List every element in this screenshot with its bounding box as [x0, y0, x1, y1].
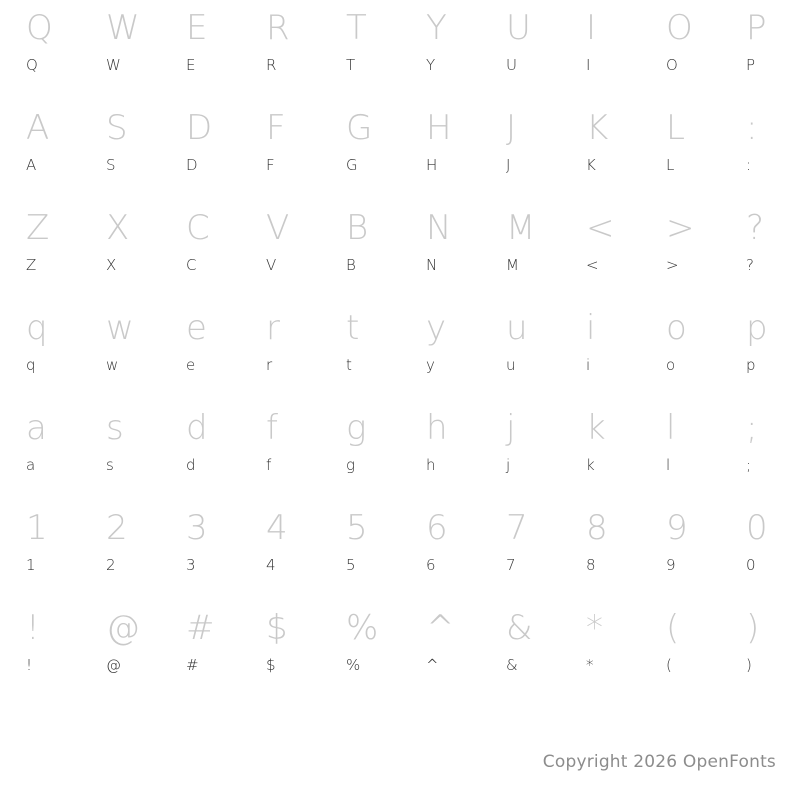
glyph-cell[interactable] — [400, 4, 480, 104]
glyph-cell[interactable] — [160, 204, 240, 304]
glyph-small: k — [586, 456, 595, 474]
glyph-cell[interactable] — [240, 304, 320, 404]
glyph-large: R — [266, 8, 290, 48]
glyph-large: N — [426, 208, 452, 248]
glyph-large: U — [506, 8, 531, 48]
glyph-large: T — [346, 8, 367, 48]
glyph-cell[interactable] — [160, 504, 240, 604]
glyph-small: W — [106, 56, 121, 74]
glyph-cell[interactable] — [720, 204, 800, 304]
glyph-cell[interactable] — [240, 204, 320, 304]
glyph-cell[interactable] — [480, 204, 560, 304]
glyph-row — [0, 104, 800, 204]
glyph-small: @ — [106, 656, 121, 674]
glyph-small: l — [666, 456, 671, 474]
glyph-row — [0, 604, 800, 704]
glyph-cell[interactable] — [480, 104, 560, 204]
glyph-large: j — [506, 408, 516, 448]
glyph-large: 9 — [666, 508, 688, 548]
glyph-cell[interactable] — [640, 4, 720, 104]
glyph-small: o — [666, 356, 676, 374]
glyph-small: T — [346, 56, 356, 74]
glyph-small: 5 — [346, 556, 356, 574]
glyph-small: ( — [666, 656, 672, 674]
glyph-large: k — [586, 408, 606, 448]
glyph-small: 4 — [266, 556, 276, 574]
glyph-small: H — [426, 156, 438, 174]
glyph-large: # — [186, 608, 215, 648]
glyph-large: 7 — [506, 508, 528, 548]
glyph-cell[interactable] — [80, 204, 160, 304]
glyph-large: 1 — [26, 508, 48, 548]
glyph-small: g — [346, 456, 356, 474]
glyph-large: @ — [106, 608, 140, 648]
glyph-cell[interactable] — [0, 204, 80, 304]
glyph-large: C — [186, 208, 210, 248]
glyph-small: U — [506, 56, 517, 74]
glyph-small: E — [186, 56, 196, 74]
glyph-large: o — [666, 308, 687, 348]
glyph-cell[interactable] — [0, 404, 80, 504]
glyph-large: l — [666, 408, 676, 448]
glyph-small: S — [106, 156, 116, 174]
glyph-large: V — [266, 208, 290, 248]
glyph-cell[interactable] — [400, 104, 480, 204]
glyph-small: K — [586, 156, 596, 174]
glyph-large: O — [666, 8, 693, 48]
glyph-small: ; — [746, 456, 752, 474]
glyph-large: f — [266, 408, 278, 448]
glyph-cell[interactable] — [720, 504, 800, 604]
glyph-cell[interactable] — [480, 4, 560, 104]
glyph-cell[interactable] — [240, 4, 320, 104]
glyph-small: D — [186, 156, 198, 174]
glyph-small: 1 — [26, 556, 36, 574]
glyph-cell[interactable] — [560, 504, 640, 604]
glyph-large: s — [106, 408, 124, 448]
glyph-large: r — [266, 308, 280, 348]
glyph-small: B — [346, 256, 356, 274]
glyph-cell[interactable] — [560, 104, 640, 204]
glyph-small: e — [186, 356, 196, 374]
glyph-cell[interactable] — [0, 304, 80, 404]
glyph-small: < — [586, 256, 599, 274]
glyph-large: w — [106, 308, 134, 348]
glyph-large: < — [586, 208, 615, 248]
glyph-cell[interactable] — [400, 504, 480, 604]
glyph-cell[interactable] — [240, 104, 320, 204]
glyph-cell[interactable] — [400, 204, 480, 304]
glyph-large: P — [746, 8, 767, 48]
glyph-small: G — [346, 156, 358, 174]
glyph-small: 3 — [186, 556, 196, 574]
glyph-row — [0, 4, 800, 104]
glyph-large: p — [746, 308, 768, 348]
glyph-cell[interactable] — [560, 4, 640, 104]
glyph-large: e — [186, 308, 207, 348]
glyph-small: L — [666, 156, 675, 174]
glyph-cell[interactable] — [80, 604, 160, 704]
glyph-large: % — [346, 608, 379, 648]
glyph-cell[interactable] — [320, 504, 400, 604]
glyph-large: X — [106, 208, 130, 248]
glyph-large: A — [26, 108, 50, 148]
glyph-small: s — [106, 456, 114, 474]
glyph-cell[interactable] — [720, 4, 800, 104]
glyph-cell[interactable] — [160, 404, 240, 504]
glyph-cell[interactable] — [640, 104, 720, 204]
glyph-large: 6 — [426, 508, 448, 548]
glyph-small: f — [266, 456, 272, 474]
glyph-large: 4 — [266, 508, 288, 548]
glyph-large: > — [666, 208, 695, 248]
glyph-cell[interactable] — [640, 204, 720, 304]
glyph-large: G — [346, 108, 373, 148]
glyph-cell[interactable] — [480, 304, 560, 404]
glyph-cell[interactable] — [80, 104, 160, 204]
glyph-cell[interactable] — [240, 404, 320, 504]
glyph-cell[interactable] — [640, 504, 720, 604]
glyph-small: w — [106, 356, 119, 374]
glyph-small: # — [186, 656, 199, 674]
glyph-cell[interactable] — [160, 304, 240, 404]
glyph-large: * — [586, 608, 603, 648]
glyph-cell[interactable] — [80, 304, 160, 404]
glyph-small: p — [746, 356, 756, 374]
glyph-small: Y — [426, 56, 436, 74]
glyph-small: j — [506, 456, 511, 474]
glyph-small: 9 — [666, 556, 676, 574]
glyph-cell[interactable] — [0, 604, 80, 704]
glyph-small: q — [26, 356, 36, 374]
glyph-large: L — [666, 108, 685, 148]
glyph-cell[interactable] — [0, 4, 80, 104]
glyph-small: t — [346, 356, 352, 374]
glyph-cell[interactable] — [400, 304, 480, 404]
glyph-small: ) — [746, 656, 752, 674]
glyph-large: a — [26, 408, 47, 448]
glyph-large: M — [506, 208, 536, 248]
glyph-small: : — [746, 156, 752, 174]
glyph-large: : — [746, 108, 758, 148]
glyph-large: & — [506, 608, 533, 648]
glyph-small: C — [186, 256, 197, 274]
glyph-cell[interactable] — [240, 504, 320, 604]
glyph-small: ! — [26, 656, 33, 674]
glyph-large: ; — [746, 408, 758, 448]
glyph-large: ^ — [426, 608, 455, 648]
glyph-small: > — [666, 256, 679, 274]
glyph-large: S — [106, 108, 128, 148]
glyph-cell[interactable] — [640, 304, 720, 404]
glyph-large: Q — [26, 8, 53, 48]
glyph-small: $ — [266, 656, 276, 674]
glyph-small: N — [426, 256, 438, 274]
glyph-large: I — [586, 8, 597, 48]
glyph-small: & — [506, 656, 518, 674]
glyph-small: 0 — [746, 556, 756, 574]
glyph-large: y — [426, 308, 447, 348]
glyph-cell[interactable] — [640, 604, 720, 704]
glyph-cell[interactable] — [240, 604, 320, 704]
glyph-cell[interactable] — [720, 304, 800, 404]
glyph-large: B — [346, 208, 369, 248]
glyph-small: 2 — [106, 556, 116, 574]
glyph-row — [0, 504, 800, 604]
glyph-small: u — [506, 356, 516, 374]
glyph-small: d — [186, 456, 196, 474]
glyph-large: ( — [666, 608, 680, 648]
glyph-cell[interactable] — [320, 104, 400, 204]
glyph-cell[interactable] — [720, 604, 800, 704]
glyph-small: Z — [26, 256, 37, 274]
glyph-cell[interactable] — [320, 404, 400, 504]
glyph-cell[interactable] — [480, 604, 560, 704]
glyph-large: 8 — [586, 508, 608, 548]
glyph-small: V — [266, 256, 277, 274]
glyph-small: P — [746, 56, 756, 74]
glyph-cell[interactable] — [80, 504, 160, 604]
glyph-cell[interactable] — [80, 4, 160, 104]
glyph-large: ) — [746, 608, 760, 648]
glyph-large: 0 — [746, 508, 768, 548]
glyph-cell[interactable] — [80, 404, 160, 504]
glyph-large: ! — [26, 608, 40, 648]
glyph-small: 7 — [506, 556, 516, 574]
glyph-cell[interactable] — [160, 4, 240, 104]
glyph-small: ^ — [426, 656, 439, 674]
glyph-small: O — [666, 56, 678, 74]
glyph-cell[interactable] — [640, 404, 720, 504]
glyph-small: F — [266, 156, 275, 174]
glyph-small: Q — [26, 56, 38, 74]
glyph-large: 2 — [106, 508, 128, 548]
glyph-small: J — [506, 156, 511, 174]
glyph-small: X — [106, 256, 117, 274]
glyph-small: h — [426, 456, 436, 474]
glyph-small: a — [26, 456, 36, 474]
glyph-small: A — [26, 156, 37, 174]
glyph-small: y — [426, 356, 435, 374]
glyph-large: Z — [26, 208, 50, 248]
glyph-small: % — [346, 656, 361, 674]
glyph-cell[interactable] — [400, 604, 480, 704]
glyph-large: E — [186, 8, 208, 48]
glyph-cell[interactable] — [160, 604, 240, 704]
glyph-cell[interactable] — [320, 304, 400, 404]
glyph-small: * — [586, 656, 594, 674]
glyph-cell[interactable] — [560, 604, 640, 704]
glyph-large: u — [506, 308, 528, 348]
glyph-cell[interactable] — [560, 404, 640, 504]
glyph-small: R — [266, 56, 277, 74]
glyph-cell[interactable] — [160, 104, 240, 204]
glyph-cell[interactable] — [0, 504, 80, 604]
glyph-row — [0, 304, 800, 404]
glyph-large: K — [586, 108, 609, 148]
glyph-large: 5 — [346, 508, 368, 548]
glyph-small: i — [586, 356, 591, 374]
glyph-large: h — [426, 408, 448, 448]
glyph-large: $ — [266, 608, 288, 648]
glyph-cell[interactable] — [560, 304, 640, 404]
glyph-cell[interactable] — [320, 4, 400, 104]
glyph-large: ? — [746, 208, 765, 248]
glyph-row — [0, 204, 800, 304]
glyph-large: i — [586, 308, 596, 348]
glyph-large: W — [106, 8, 140, 48]
glyph-cell[interactable] — [720, 404, 800, 504]
glyph-small: I — [586, 56, 591, 74]
copyright-notice: Copyright 2026 OpenFonts — [542, 752, 776, 772]
glyph-cell[interactable] — [480, 504, 560, 604]
glyph-large: D — [186, 108, 213, 148]
glyph-small: ? — [746, 256, 754, 274]
glyph-row — [0, 404, 800, 504]
glyph-large: F — [266, 108, 286, 148]
glyph-cell[interactable] — [320, 604, 400, 704]
glyph-large: t — [346, 308, 360, 348]
glyph-small: M — [506, 256, 519, 274]
glyph-cell[interactable] — [560, 204, 640, 304]
glyph-small: r — [266, 356, 273, 374]
glyph-small: 6 — [426, 556, 436, 574]
glyph-large: g — [346, 408, 367, 448]
glyph-large: H — [426, 108, 452, 148]
glyph-cell[interactable] — [480, 404, 560, 504]
glyph-large: 3 — [186, 508, 208, 548]
glyph-large: d — [186, 408, 208, 448]
glyph-large: J — [506, 108, 517, 148]
glyph-cell[interactable] — [0, 104, 80, 204]
glyph-cell[interactable] — [320, 204, 400, 304]
glyph-small: 8 — [586, 556, 596, 574]
glyph-large: q — [26, 308, 48, 348]
glyph-large: Y — [426, 8, 447, 48]
glyph-cell[interactable] — [400, 404, 480, 504]
glyph-cell[interactable] — [720, 104, 800, 204]
